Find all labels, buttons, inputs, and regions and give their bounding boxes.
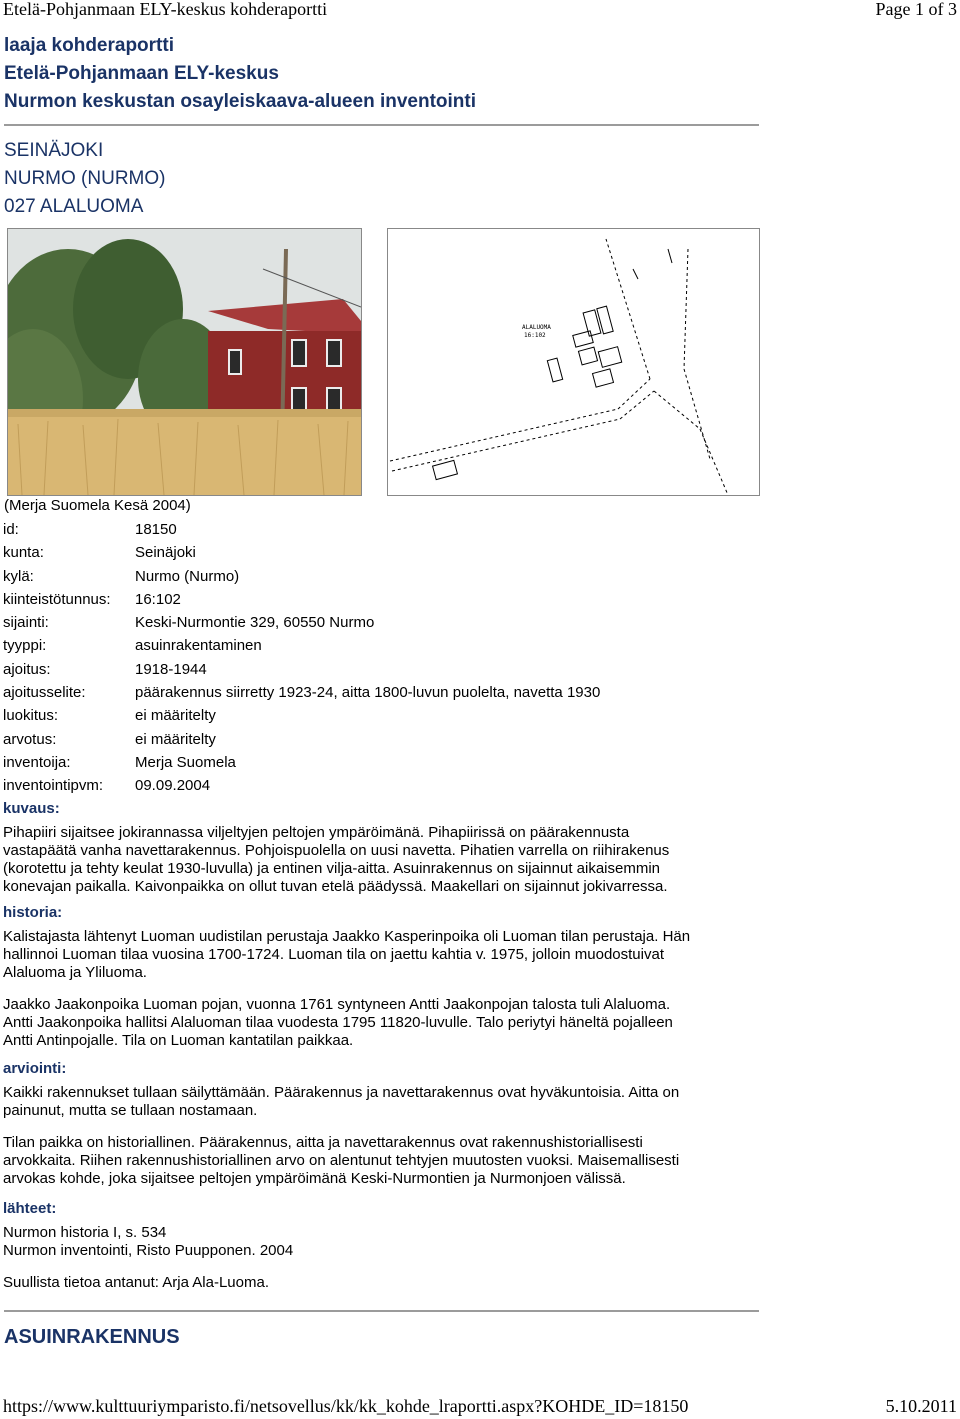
project-name: Nurmon keskustan osayleiskaava-alueen inventointi bbox=[4, 91, 477, 112]
map-label-id: 16:102 bbox=[524, 332, 546, 339]
field-value: Seinäjoki bbox=[135, 544, 196, 562]
text-line: vastapäätä vanha navettarakennus. Pohjoispuolella on uusi navetta. Pihatien varrella on riihirakenus bbox=[3, 842, 670, 859]
text-line: Jaakko Jaakonpoika Luoman pojan, vuonna 1761 syntyneen Antti Jaakonpojan talosta tuli Alaluoma. bbox=[3, 996, 671, 1013]
field-key: inventointipvm: bbox=[3, 777, 104, 795]
location-block bbox=[4, 137, 165, 221]
field-value: päärakennus siirretty 1923-24, aitta 1800-luvun puolelta, navetta 1930 bbox=[135, 684, 601, 702]
source-line: Nurmon inventointi, Risto Puupponen. 2004 bbox=[3, 1242, 294, 1259]
report-titles bbox=[4, 32, 476, 116]
field-key: inventoija: bbox=[3, 753, 71, 771]
text-line: konevajan paikalla. Kaivonpaikka on ollut tuvan etelä päädyssä. Maakellari on sijainnut jokivarressa. bbox=[3, 878, 668, 895]
map-label-name: ALALUOMA bbox=[522, 324, 551, 331]
text-line: hallinnoi Luoman tilaa vuosina 1700-1724. Luoman tila on jaettu kahtia v. 1975, jolloin muodostuivat bbox=[3, 946, 664, 963]
text-line: Kalistajasta lähtenyt Luoman uudistilan perustaja Jaakko Kasperinpoika oli Luoman tilan perustaja. Hän bbox=[3, 928, 691, 945]
field-key: sijainti: bbox=[3, 614, 49, 632]
site-map bbox=[387, 228, 760, 496]
source-note: Suullista tietoa antanut: Arja Ala-Luoma. bbox=[3, 1274, 270, 1291]
field-value: 16:102 bbox=[135, 590, 181, 608]
text-line: arvokkaita. Riihen rakennushistoriallinen arvo on alentunut tehtyjen muutosten vuoksi. Maisemallisesti bbox=[3, 1152, 680, 1169]
text-line: Tilan paikka on historiallinen. Päärakennus, aitta ja navettarakennus ovat rakennushistoriallisesti bbox=[3, 1134, 643, 1151]
site-name: 027 ALALUOMA bbox=[4, 196, 144, 217]
page-number: Page 1 of 3 bbox=[875, 0, 957, 19]
text-line: Pihapiiri sijaitsee jokirannassa viljeltyjen peltojen ympäröimänä. Pihapiirissä on päärakennusta bbox=[3, 824, 630, 841]
page-footer bbox=[0, 1396, 960, 1419]
source-line: Nurmon historia I, s. 534 bbox=[3, 1224, 167, 1241]
field-key: luokitus: bbox=[3, 707, 59, 725]
arviointi-section bbox=[3, 1060, 743, 1188]
organization: Etelä-Pohjanmaan ELY-keskus bbox=[4, 63, 279, 84]
footer-date: 5.10.2011 bbox=[885, 1396, 957, 1416]
divider bbox=[4, 124, 759, 126]
text-line: (korotettu ja tehty keulat 1930-luvulla) ja entinen vilja-aitta. Asuinrakennus on sijainnut aikaisemmin bbox=[3, 860, 661, 877]
field-value: 18150 bbox=[135, 521, 177, 538]
photo-caption: (Merja Suomela Kesä 2004) bbox=[4, 497, 191, 514]
field-value: 09.09.2004 bbox=[135, 777, 211, 795]
field-key: kylä: bbox=[3, 567, 34, 585]
field-key: ajoitusselite: bbox=[3, 684, 86, 702]
divider bbox=[4, 1310, 759, 1312]
section-heading: lähteet: bbox=[3, 1200, 57, 1217]
section-heading: kuvaus: bbox=[3, 800, 60, 817]
field-value: 1918-1944 bbox=[135, 660, 207, 678]
field-value: Nurmo (Nurmo) bbox=[135, 567, 240, 585]
page-header bbox=[0, 0, 960, 20]
lahteet-section bbox=[3, 1200, 743, 1292]
field-value: ei määritelty bbox=[135, 730, 216, 748]
field-value: Keski-Nurmontie 329, 60550 Nurmo bbox=[135, 614, 375, 632]
text-line: arvokas kohde, joka sijaitsee peltojen ympäröimänä Keski-Nurmontien ja Nurmonjoen välissä. bbox=[3, 1170, 626, 1187]
field-key: id: bbox=[3, 521, 19, 538]
text-line: Alaluoma ja Yliluoma. bbox=[3, 964, 147, 981]
footer-url: https://www.kulttuuriymparisto.fi/netsovellus/kk/kk_kohde_lraportti.aspx?KOHDE_ID=18150 bbox=[3, 1396, 689, 1416]
report-type: laaja kohderaportti bbox=[4, 35, 174, 56]
text-line: Antti Antinpojalle. Tila on Luoman kantatilan paikkaa. bbox=[3, 1032, 354, 1049]
section-heading: historia: bbox=[3, 904, 63, 921]
village: NURMO (NURMO) bbox=[4, 168, 166, 189]
field-value: ei määritelty bbox=[135, 707, 216, 725]
site-photo bbox=[7, 228, 362, 496]
municipality: SEINÄJOKI bbox=[4, 140, 104, 161]
text-line: Kaikki rakennukset tullaan säilyttämään. Päärakennus ja navettarakennus ovat hyväkuntoisia. Aitta on bbox=[3, 1084, 680, 1101]
historia-section bbox=[3, 904, 743, 1050]
section-heading: arviointi: bbox=[3, 1060, 67, 1077]
header-title: Etelä-Pohjanmaan ELY-keskus kohderaportti bbox=[3, 0, 328, 19]
field-key: arvotus: bbox=[3, 730, 57, 748]
field-value: Merja Suomela bbox=[135, 753, 236, 771]
text-line: Antti Jaakonpoika hallitsi Alaluoman tilaa vuodesta 1795 11820-luvulle. Talo periytyi häneltä pojalleen bbox=[3, 1014, 673, 1031]
field-key: tyyppi: bbox=[3, 637, 47, 655]
section-title: ASUINRAKENNUS bbox=[4, 1326, 180, 1348]
kuvaus-section bbox=[3, 800, 743, 896]
field-value: asuinrakentaminen bbox=[135, 637, 262, 655]
text-line: painunut, mutta se tullaan nostamaan. bbox=[3, 1102, 258, 1119]
field-key: kunta: bbox=[3, 544, 44, 562]
field-key: kiinteistötunnus: bbox=[3, 590, 111, 608]
field-key: ajoitus: bbox=[3, 660, 51, 678]
